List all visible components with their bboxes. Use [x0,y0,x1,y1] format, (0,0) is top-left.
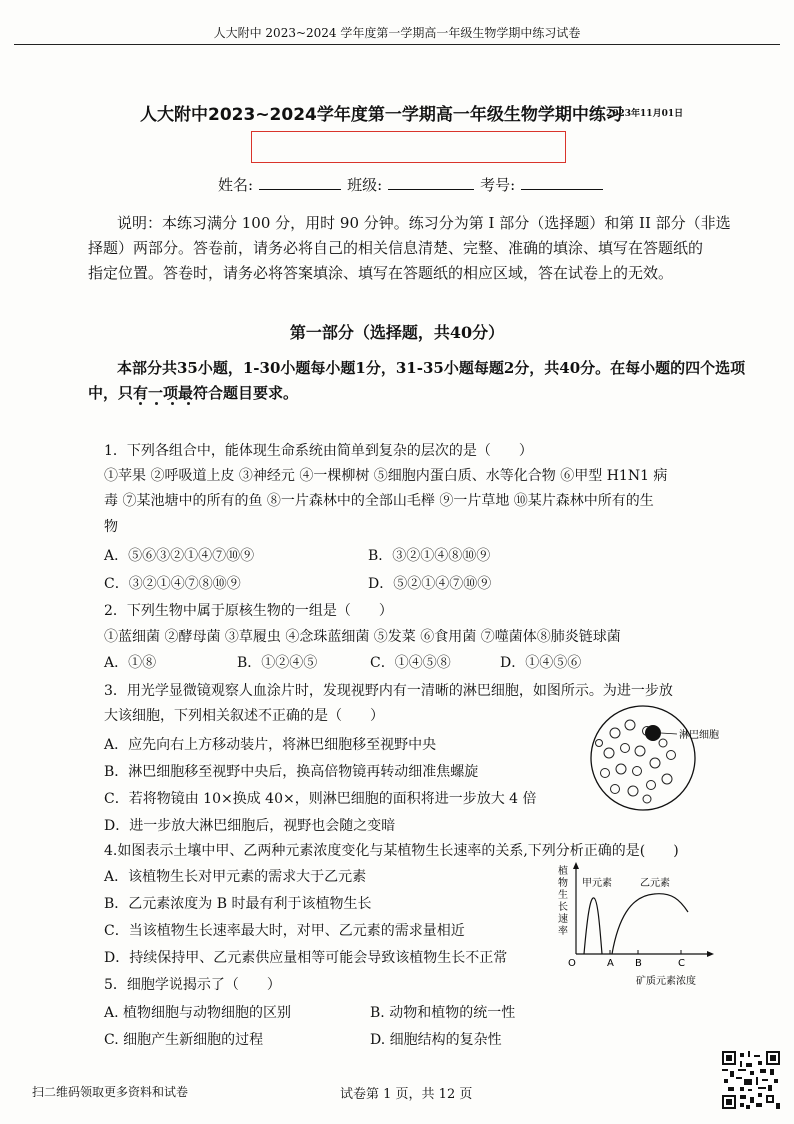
q2-stem: 2．下列生物中属于原核生物的一组是（ ） [104,603,393,619]
page-number: 试卷第 1 页，共 12 页 [340,1087,473,1102]
lymphocyte-cell [645,725,661,741]
q1-body-line-3: 物 [104,519,118,535]
q1-body-line-2: 毒 ⑦某池塘中的所有的鱼 ⑧一片森林中的全部山毛榉 ⑨一片草地 ⑩某片森林中所有的生 [104,493,654,509]
tick-a-label: A [607,958,614,969]
y-axis-char: 速 [558,914,568,925]
q1-option-a[interactable]: A．⑤⑥③②①④⑦⑩⑨ [104,548,255,564]
q2-option-b[interactable]: B．①②④⑤ [237,655,318,671]
q3-stem-line-2: 大该细胞，下列相关叙述不正确的是（ ） [104,708,384,724]
lymphocyte-field-figure [585,703,745,813]
q4-option-a[interactable]: A．该植物生长对甲元素的需求大于乙元素 [104,869,367,885]
instructions-line-3: 指定位置。答卷时，请务必将答案填涂、填写在答题纸的相应区域，答在试卷上的无效。 [88,264,674,282]
q2-option-c[interactable]: C．①④⑤⑧ [370,655,451,671]
q2-option-d[interactable]: D．①④⑤⑥ [500,655,582,671]
y-axis-char: 率 [558,926,568,937]
curve-b-label: 乙元素 [640,878,670,889]
footer-qr-note: 扫二维码领取更多资料和试卷 [32,1085,189,1099]
q4-option-b[interactable]: B．乙元素浓度为 B 时最有利于该植物生长 [104,896,372,912]
q3-option-d[interactable]: D．进一步放大淋巴细胞后，视野也会随之变暗 [104,818,396,834]
y-axis-char: 长 [558,902,568,913]
tick-b-label: B [635,958,642,969]
section-title: 第一部分（选择题，共40分） [289,323,505,342]
q4-option-c[interactable]: C．当该植物生长速率最大时，对甲、乙元素的需求量相近 [104,923,465,939]
q1-option-b[interactable]: B．③②①④⑧⑩⑨ [368,548,491,564]
section-intro-line-1: 本部分共35小题，1-30小题每小题1分，31-35小题每题2分，共40分。在每小题的四个选项 [117,359,746,377]
instructions-line-2: 择题）两部分。答卷前，请务必将自己的相关信息清楚、完整、准确的填涂、填写在答题纸的 [88,239,704,257]
q5-option-c[interactable]: C. 细胞产生新细胞的过程 [104,1032,264,1048]
emphasis-dot [155,402,158,405]
origin-label: O [568,958,576,969]
q5-option-d[interactable]: D. 细胞结构的复杂性 [370,1032,502,1048]
lymphocyte-label: 淋巴细胞 [679,730,719,741]
redaction-box [251,131,566,163]
instructions-line-1: 说明：本练习满分 100 分，用时 90 分钟。练习分为第 I 部分（选择题）和第 II 部分（非选 [117,214,731,232]
q5-stem: 5．细胞学说揭示了（ ） [104,977,281,993]
tick-c-label: C [678,958,685,969]
q3-stem-line-1: 3．用光学显微镜观察人血涂片时，发现视野内有一清晰的淋巴细胞，如图所示。为进一步放 [104,683,673,699]
growth-rate-figure [548,860,728,990]
q5-option-a[interactable]: A. 植物细胞与动物细胞的区别 [104,1005,292,1021]
q2-option-a[interactable]: A．①⑧ [104,655,157,671]
q2-body: ①蓝细菌 ②酵母菌 ③草履虫 ④念珠蓝细菌 ⑤发菜 ⑥食用菌 ⑦噬菌体⑧肺炎链球菌 [104,629,621,645]
student-info-fields [218,174,609,195]
q1-option-c[interactable]: C．③②①④⑦⑧⑩⑨ [104,576,241,592]
class-blank[interactable] [388,175,474,190]
exam-no-blank[interactable] [521,175,603,190]
q3-option-b[interactable]: B．淋巴细胞移至视野中央后，换高倍物镜再转动细准焦螺旋 [104,764,479,780]
running-header: 人大附中 2023~2024 学年度第一学期高一年级生物学期中练习试卷 [213,26,581,40]
exam-no-label: 考号: [480,176,516,194]
emphasis-dot [171,402,174,405]
q3-option-c[interactable]: C．若将物镜由 10×换成 40×，则淋巴细胞的面积将进一步放大 4 倍 [104,791,537,807]
class-label: 班级: [347,176,383,194]
curve-a-line [584,898,602,954]
curve-b-line [612,894,688,954]
q3-option-a[interactable]: A．应先向右上方移动装片，将淋巴细胞移至视野中央 [104,737,437,753]
name-label: 姓名: [218,176,254,194]
q1-option-d[interactable]: D．⑤②①④⑦⑩⑨ [368,576,492,592]
y-axis-char: 物 [558,878,568,889]
qr-code-icon[interactable] [722,1051,780,1109]
q5-option-b[interactable]: B. 动物和植物的统一性 [370,1005,516,1021]
section-intro-line-2: 中，只有一项最符合题目要求。 [88,384,299,402]
x-axis-label: 矿质元素浓度 [636,976,696,987]
y-axis-char: 生 [558,890,568,901]
emphasis-dot [139,402,142,405]
curve-a-label: 甲元素 [582,878,612,889]
q4-stem: 4.如图表示土壤中甲、乙两种元素浓度变化与某植物生长速率的关系,下列分析正确的是( ) [104,843,679,859]
y-axis-char: 植 [558,866,568,877]
emphasis-dot [187,402,190,405]
page-title: 人大附中2023~2024学年度第一学期高一年级生物学期中练习 [140,105,623,125]
q1-body-line-1: ①苹果 ②呼吸道上皮 ③神经元 ④一棵柳树 ⑤细胞内蛋白质、水等化合物 ⑥甲型 H1N1 病 [104,468,668,484]
exam-date: 2023年11月01日 [606,109,684,119]
q1-stem: 1．下列各组合中，能体现生命系统由简单到复杂的层次的是（ ） [104,443,533,459]
name-blank[interactable] [259,175,341,190]
q4-option-d[interactable]: D．持续保持甲、乙元素供应量相等可能会导致该植物生长不正常 [104,950,508,966]
header-rule [14,44,780,45]
